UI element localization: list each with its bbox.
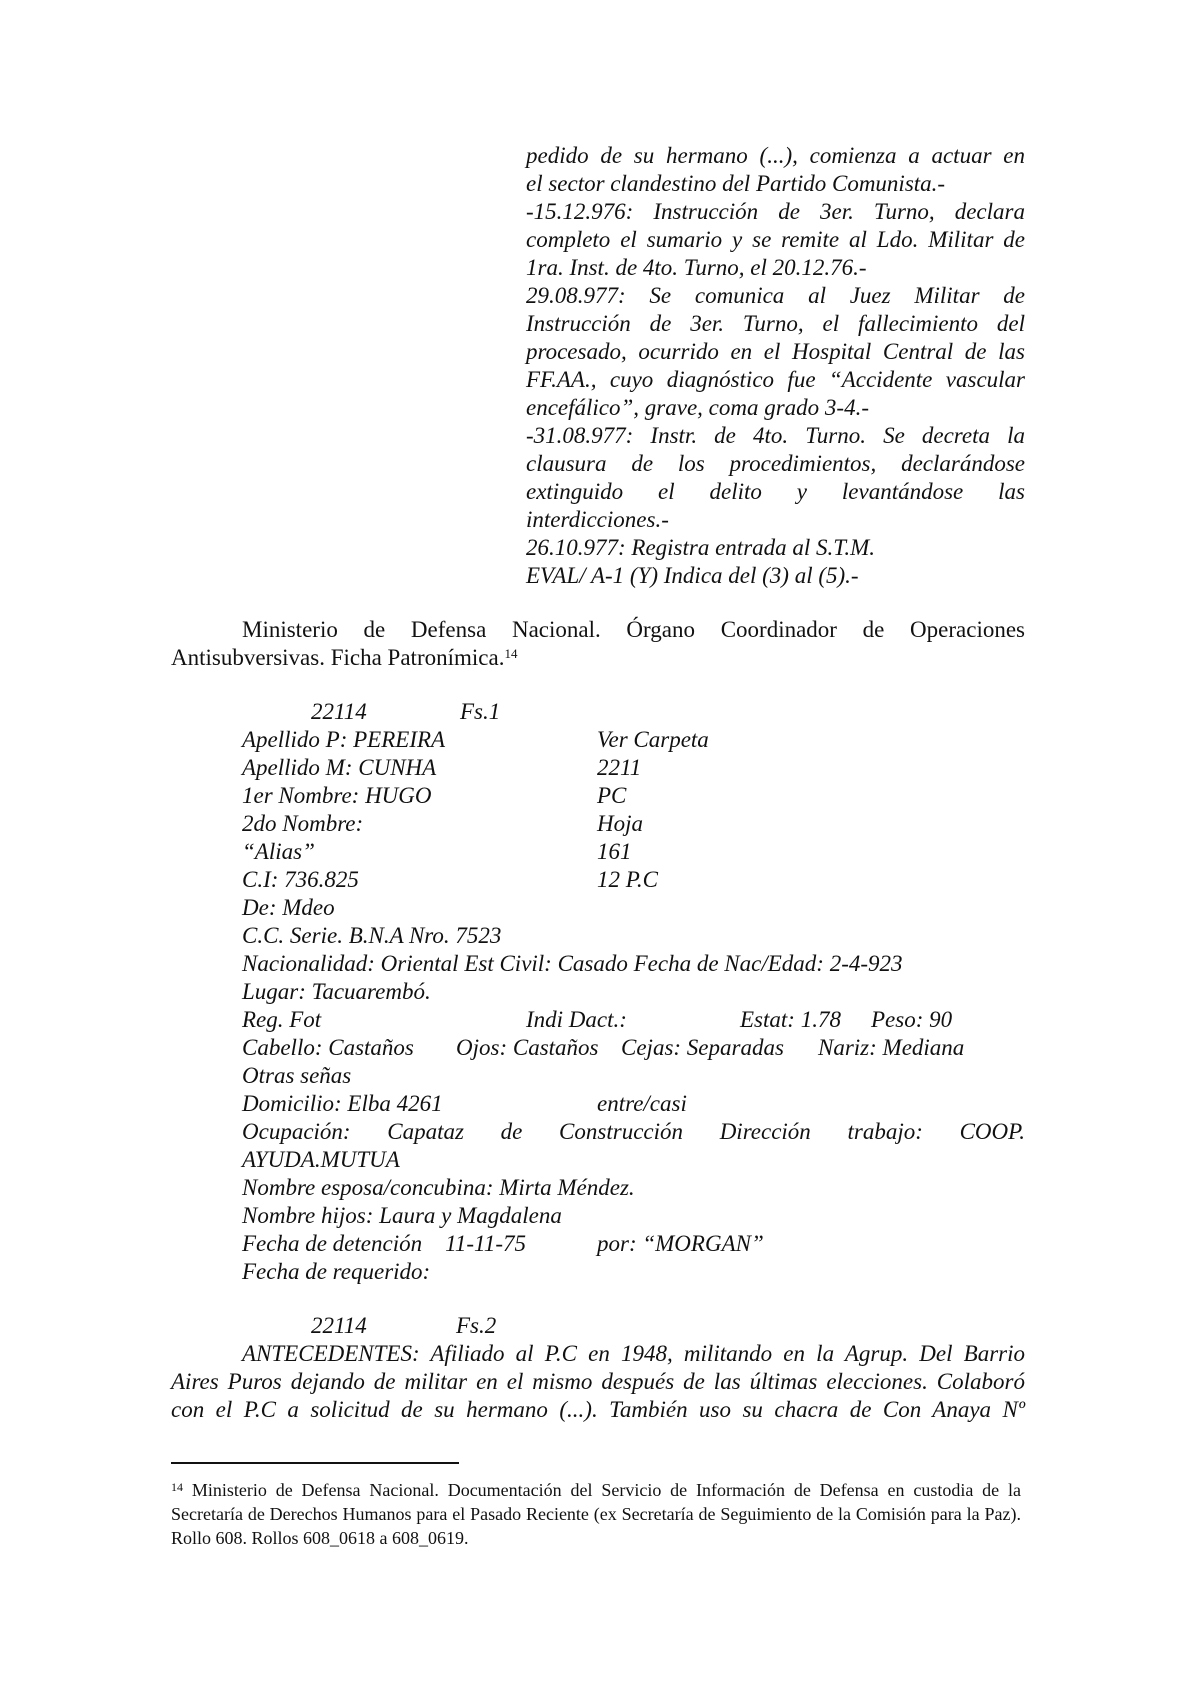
top-block-line: 26.10.977: Registra entrada al S.T.M. <box>526 535 876 560</box>
cabello: Cabello: Castaños <box>242 1035 414 1060</box>
footnote-text: Ministerio de Defensa Nacional. Documentación del Servicio de Información de Defensa en custodia de la Secretaría de Derechos Humanos para el Pasado Reciente (ex Secretaría de Seguimiento de la Comisión para la Paz). Rollo 608. Rollos 608_0618 a 608_0619. <box>171 1480 1022 1548</box>
pc-label: PC <box>597 783 627 808</box>
top-block-line: -31.08.977: Instr. de 4to. Turno. Se decreta la <box>526 423 1025 448</box>
peso: Peso: 90 <box>871 1007 953 1032</box>
de-mdeo: De: Mdeo <box>242 895 335 920</box>
nariz: Nariz: Mediana <box>818 1035 965 1060</box>
hoja-number: 161 <box>597 839 632 864</box>
intro-line-2: Antisubversivas. Ficha Patronímica.$^{14}$ <box>171 645 518 670</box>
top-block-line: 1ra. Inst. de 4to. Turno, el 20.12.76.- <box>526 255 867 280</box>
top-block-line: Instrucción de 3er. Turno, el fallecimiento del <box>526 311 1025 336</box>
estatura: Estat: 1.78 <box>740 1007 841 1032</box>
ficha-number: 22114 <box>311 699 367 724</box>
ficha-folio: Fs.1 <box>460 699 501 724</box>
ocupacion: Ocupación: Capataz de Construcción Dirección trabajo: COOP. <box>242 1119 1025 1144</box>
alias: “Alias” <box>242 839 315 864</box>
cejas: Cejas: Separadas <box>621 1035 784 1060</box>
nombre-hijos: Nombre hijos: Laura y Magdalena <box>242 1203 562 1228</box>
nombre-esposa: Nombre esposa/concubina: Mirta Méndez. <box>242 1175 635 1200</box>
antecedentes-line: con el P.C a solicitud de su hermano (...). También uso su chacra de Con Anaya Nº <box>171 1397 1025 1422</box>
cc-serie: C.C. Serie. B.N.A Nro. 7523 <box>242 923 502 948</box>
segundo-nombre: 2do Nombre: <box>242 811 364 836</box>
ficha-folio: Fs.2 <box>456 1313 497 1338</box>
top-block-line: extinguido el delito y levantándose las <box>526 479 1025 504</box>
ver-carpeta: Ver Carpeta <box>597 727 709 752</box>
footnote <box>171 1478 1021 1550</box>
carpeta-number: 2211 <box>597 755 642 780</box>
entre-casi: entre/casi <box>597 1091 687 1116</box>
indi-dact: Indi Dact.: <box>526 1007 627 1032</box>
top-block-line: el sector clandestino del Partido Comunista.- <box>526 171 946 196</box>
pc-code: 12 P.C <box>597 867 658 892</box>
fecha-requerido: Fecha de requerido: <box>242 1259 431 1284</box>
primer-nombre: 1er Nombre: HUGO <box>242 783 432 808</box>
top-block-line: 29.08.977: Se comunica al Juez Militar de <box>526 283 1025 308</box>
top-block-line: clausura de los procedimientos, declarándose <box>526 451 1025 476</box>
antecedentes-line: Aires Puros dejando de militar en el mismo después de las últimas elecciones. Colaboró <box>171 1369 1025 1394</box>
ayuda-mutua: AYUDA.MUTUA <box>242 1147 400 1172</box>
intro-line-1: Ministerio de Defensa Nacional. Órgano Coordinador de Operaciones <box>242 617 1025 642</box>
lugar: Lugar: Tacuarembó. <box>242 979 431 1004</box>
nacionalidad: Nacionalidad: Oriental Est Civil: Casado Fecha de Nac/Edad: 2-4-923 <box>242 951 903 976</box>
detenido-por: por: “MORGAN” <box>597 1231 764 1256</box>
fecha-detencion: Fecha de detención 11-11-75 <box>242 1231 526 1256</box>
ojos: Ojos: Castaños <box>456 1035 599 1060</box>
hoja-label: Hoja <box>597 811 643 836</box>
top-block-line: FF.AA., cuyo diagnóstico fue “Accidente vascular <box>526 367 1025 392</box>
reg-fot: Reg. Fot <box>242 1007 322 1032</box>
domicilio: Domicilio: Elba 4261 <box>242 1091 443 1116</box>
otras-senas: Otras señas <box>242 1063 352 1088</box>
top-block-line: encefálico”, grave, coma grado 3-4.- <box>526 395 870 420</box>
apellido-materno: Apellido M: CUNHA <box>242 755 437 780</box>
top-block-line: pedido de su hermano (...), comienza a actuar en <box>526 143 1025 168</box>
top-block-line: procesado, ocurrido en el Hospital Central de las <box>526 339 1025 364</box>
footnote-ref: 14 <box>504 646 518 661</box>
top-block-line: interdicciones.- <box>526 507 669 532</box>
cedula: C.I: 736.825 <box>242 867 359 892</box>
apellido-paterno: Apellido P: PEREIRA <box>242 727 446 752</box>
top-block-line: -15.12.976: Instrucción de 3er. Turno, declara <box>526 199 1025 224</box>
ficha-number: 22114 <box>311 1313 367 1338</box>
footnote-separator <box>171 1462 459 1464</box>
top-block-line: EVAL/ A-1 (Y) Indica del (3) al (5).- <box>526 563 859 588</box>
footnote-number: 14 <box>171 1480 183 1494</box>
top-block-line: completo el sumario y se remite al Ldo. Militar de <box>526 227 1025 252</box>
antecedentes-line: ANTECEDENTES: Afiliado al P.C en 1948, militando en la Agrup. Del Barrio <box>242 1341 1025 1366</box>
